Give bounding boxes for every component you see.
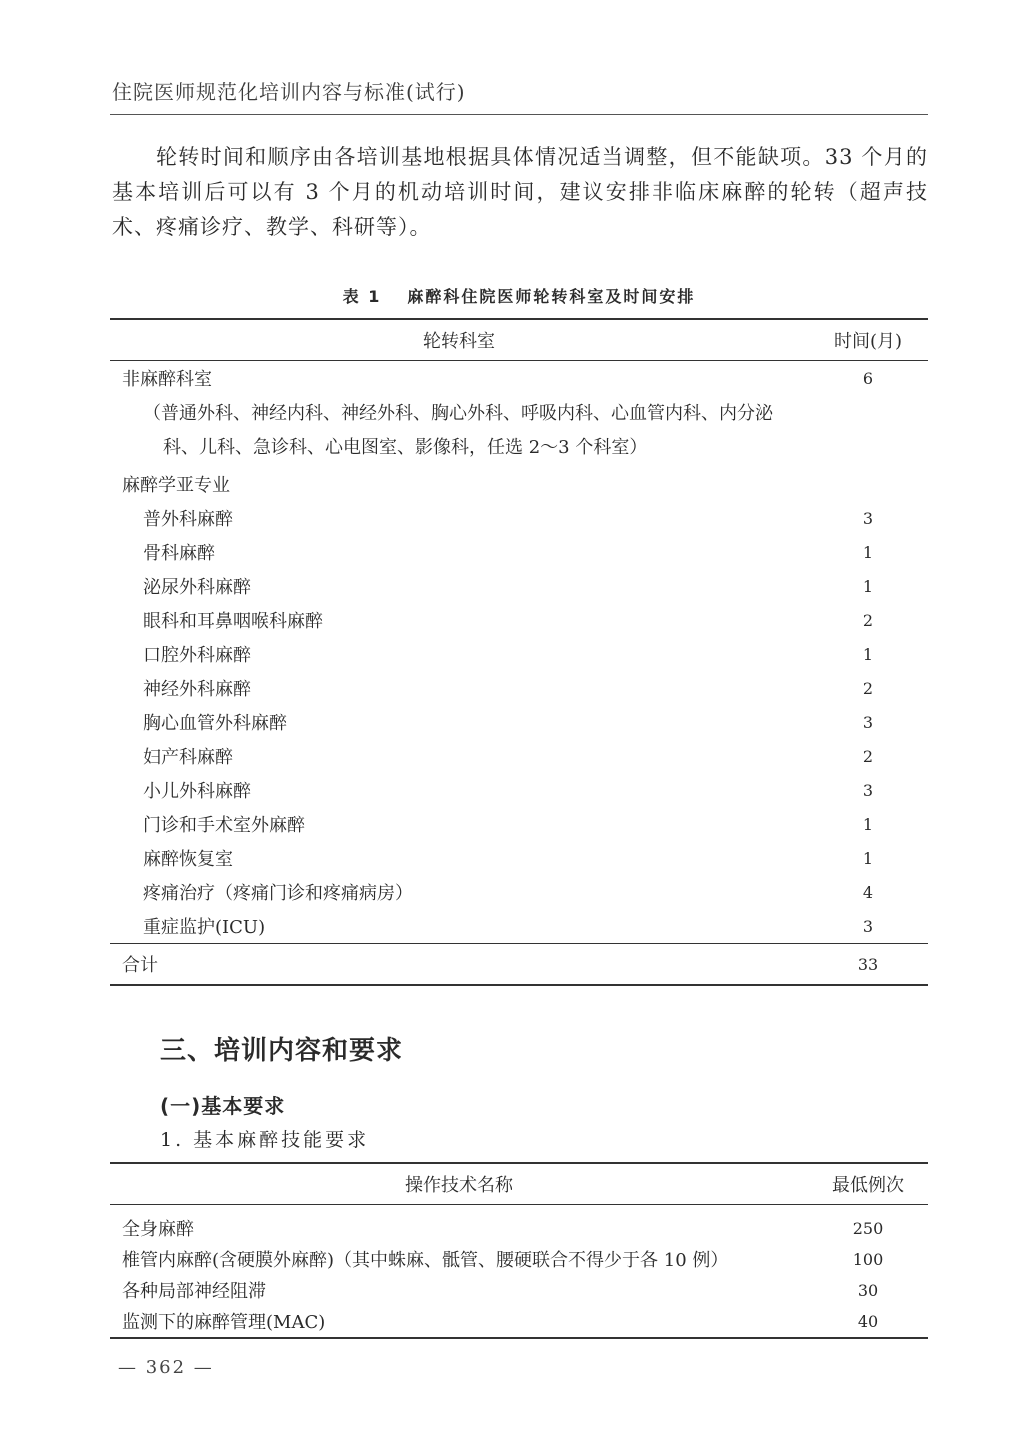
row-value: 250 [852,1218,884,1238]
rotation-table [110,318,928,986]
group-name-subspecialty: 麻醉学亚专业 [122,475,230,496]
row-name: 麻醉恢复室 [143,849,233,870]
row-name: 监测下的麻醉管理(MAC) [122,1312,326,1333]
table-row [110,1213,928,1244]
table-row [110,807,928,841]
group-note-line2: 科、儿科、急诊科、心电图室、影像科，任选 2～3 个科室） [163,437,648,458]
row-name: 骨科麻醉 [143,543,215,564]
table-row [110,909,928,944]
row-value: 100 [852,1249,884,1269]
column-header-procedure: 操作技术名称 [110,1163,808,1205]
row-name: 全身麻醉 [122,1219,194,1240]
table-header-row [110,319,928,361]
row-value: 4 [862,882,874,902]
skills-table [110,1162,928,1339]
row-value: 1 [862,848,874,868]
row-name: 重症监护(ICU) [143,917,266,938]
row-name: 口腔外科麻醉 [143,645,251,666]
row-name: 泌尿外科麻醉 [143,577,251,598]
row-name: 妇产科麻醉 [143,747,233,768]
section-title: 三、培训内容和要求 [160,1036,404,1066]
group-value-non-anesthesia: 6 [862,368,874,388]
table-row-note [110,395,928,467]
row-name: 椎管内麻醉(含硬膜外麻醉)（其中蛛麻、骶管、腰硬联合不得少于各 10 例） [122,1250,729,1271]
row-value: 3 [862,508,874,528]
table-header-row [110,1163,928,1205]
table-row [110,1244,928,1275]
row-value: 2 [862,610,874,630]
row-value: 1 [862,542,874,562]
table-row [110,637,928,671]
row-value: 1 [862,576,874,596]
table-row [110,1205,928,1213]
row-name: 眼科和耳鼻咽喉科麻醉 [143,611,323,632]
table1-caption [110,284,928,307]
page-number: — 362 — [118,1357,214,1378]
table-row [110,569,928,603]
row-value: 3 [862,780,874,800]
table-row [110,671,928,705]
column-header-months: 时间(月) [808,319,928,361]
table-row [110,773,928,807]
table1-caption-number: 表 1 [342,287,382,306]
row-value: 2 [862,678,874,698]
row-value: 3 [862,712,874,732]
intro-paragraph: 轮转时间和顺序由各培训基地根据具体情况适当调整，但不能缺项。33 个月的基本培训后可以有 3 个月的机动培训时间，建议安排非临床麻醉的轮转（超声技术、疼痛诊疗、教学、科研等）。 [112,145,928,239]
group-name-non-anesthesia: 非麻醉科室 [122,369,212,390]
total-value: 33 [808,944,928,986]
row-value: 2 [862,746,874,766]
column-header-min-cases: 最低例次 [808,1163,928,1205]
row-value: 3 [862,916,874,936]
running-head: 住院医师规范化培训内容与标准(试行) [112,80,466,104]
row-value: 1 [862,814,874,834]
table-row [110,1275,928,1306]
row-name: 门诊和手术室外麻醉 [143,815,305,836]
row-value: 40 [857,1311,879,1331]
table-row [110,467,928,501]
row-name: 神经外科麻醉 [143,679,251,700]
table-row [110,603,928,637]
total-label: 合计 [110,944,808,986]
row-name: 胸心血管外科麻醉 [143,713,287,734]
table-total-row [110,944,928,986]
table-row [110,501,928,535]
table-row [110,535,928,569]
row-name: 普外科麻醉 [143,509,233,530]
row-name: 疼痛治疗（疼痛门诊和疼痛病房） [143,883,413,904]
table-row [110,361,928,396]
column-header-department: 轮转科室 [110,319,808,361]
row-value: 30 [857,1280,879,1300]
row-name: 小儿外科麻醉 [143,781,251,802]
table-row [110,705,928,739]
item-title: 1. 基本麻醉技能要求 [160,1129,370,1151]
row-name: 各种局部神经阻滞 [122,1281,266,1302]
subsection-title: (一)基本要求 [160,1094,286,1118]
table-row [110,875,928,909]
row-value: 1 [862,644,874,664]
table1-caption-title: 麻醉科住院医师轮转科室及时间安排 [407,287,696,306]
group-note-line1: （普通外科、神经内科、神经外科、胸心外科、呼吸内科、心血管内科、内分泌 [143,403,773,424]
table-row [110,739,928,773]
group-note [110,395,808,467]
table-row [110,1306,928,1338]
table-row [110,841,928,875]
header-rule [110,114,928,115]
